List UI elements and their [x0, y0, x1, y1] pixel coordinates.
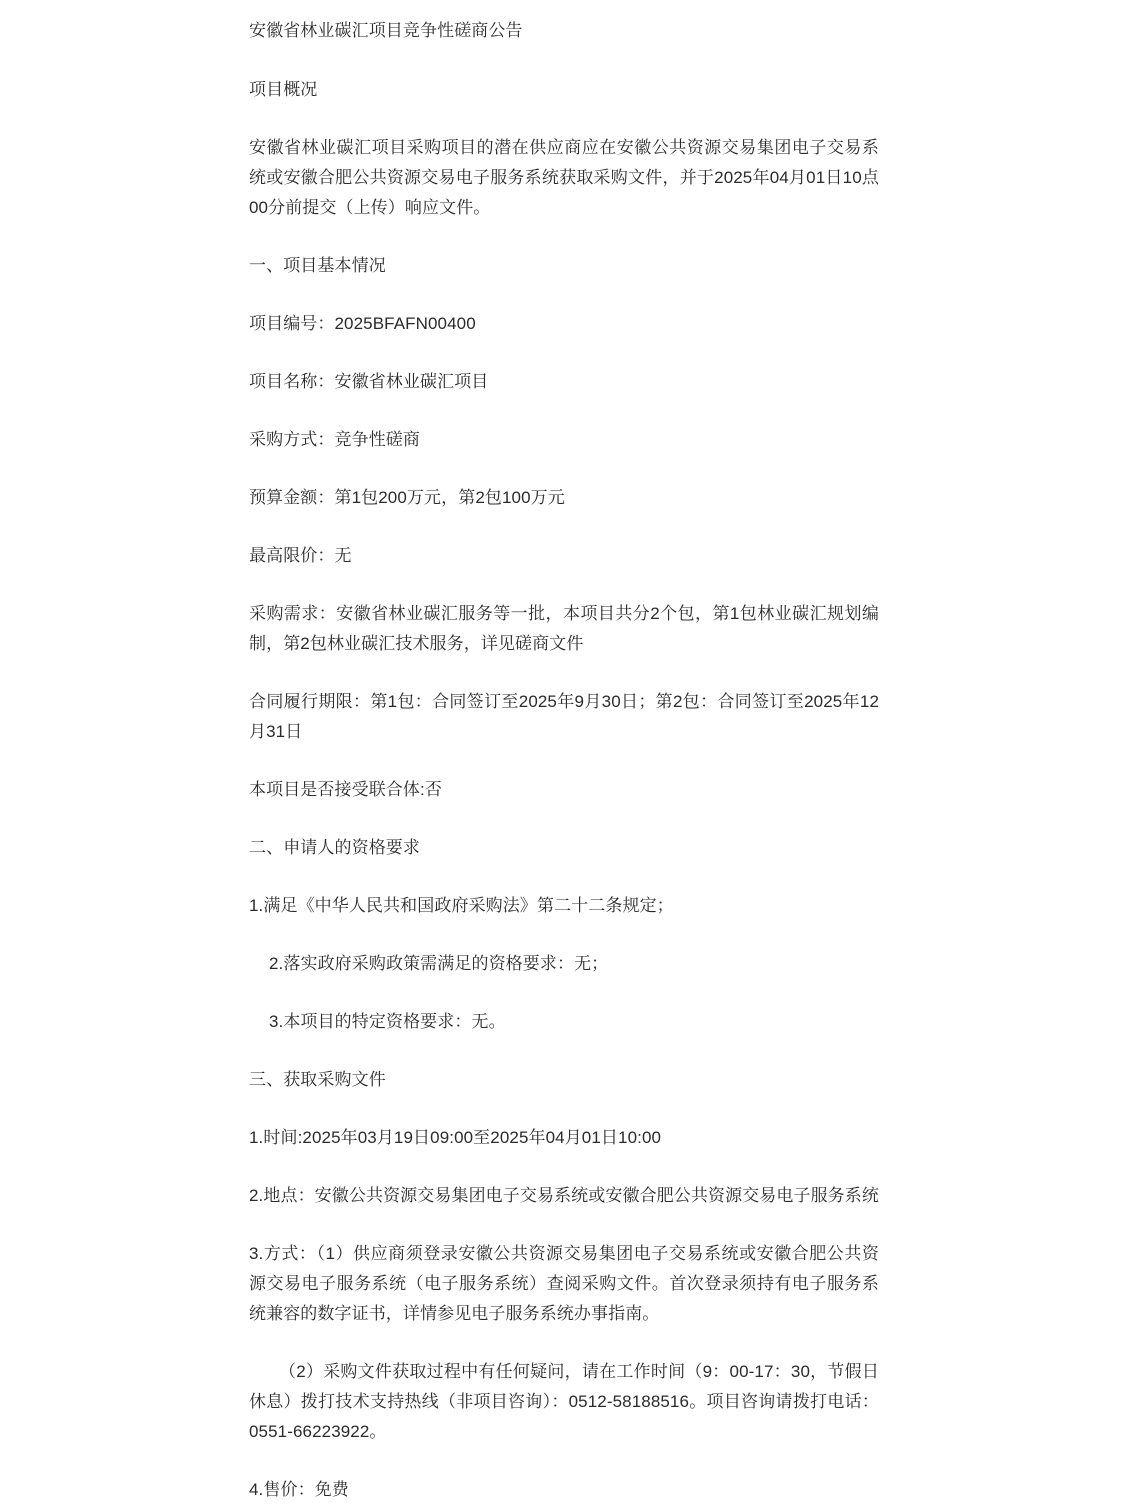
overview-heading: 项目概况	[249, 80, 318, 99]
acquisition-price: 4.售价：免费	[249, 1480, 349, 1499]
overview-text: 安徽省林业碳汇项目采购项目的潜在供应商应在安徽公共资源交易集团电子交易系统或安徽合肥公共资源交易电子服务系统获取采购文件，并于2025年04月01日10点00分前提交（上传）响应文件。	[249, 138, 879, 217]
procurement-demand: 采购需求：安徽省林业碳汇服务等一批，本项目共分2个包，第1包林业碳汇规划编制，第2包林业碳汇技术服务，详见磋商文件	[249, 604, 879, 653]
consortium-accepted: 本项目是否接受联合体:否	[249, 780, 442, 799]
contract-period: 合同履行期限：第1包：合同签订至2025年9月30日；第2包：合同签订至2025年12月31日	[249, 692, 879, 741]
acquisition-method-1: 3.方式：（1）供应商须登录安徽公共资源交易集团电子交易系统或安徽合肥公共资源交易电子服务系统（电子服务系统）查阅采购文件。首次登录须持有电子服务系统兼容的数字证书，详情参见电子服务系统办事指南。	[249, 1244, 879, 1323]
procurement-method: 采购方式：竞争性磋商	[249, 430, 420, 449]
document-title: 安徽省林业碳汇项目竞争性磋商公告	[249, 21, 523, 40]
qualification-item-3: 3.本项目的特定资格要求：无。	[269, 1012, 506, 1031]
qualification-item-2: 2.落实政府采购政策需满足的资格要求：无；	[269, 954, 609, 973]
project-number: 项目编号：2025BFAFN00400	[249, 314, 476, 333]
budget-amount: 预算金额：第1包200万元，第2包100万元	[249, 488, 565, 507]
section-3-heading: 三、获取采购文件	[249, 1070, 386, 1089]
qualification-item-1: 1.满足《中华人民共和国政府采购法》第二十二条规定；	[249, 896, 674, 915]
acquisition-place: 2.地点：安徽公共资源交易集团电子交易系统或安徽合肥公共资源交易电子服务系统	[249, 1186, 879, 1205]
project-name: 项目名称：安徽省林业碳汇项目	[249, 372, 489, 391]
document-body	[249, 16, 879, 1505]
acquisition-method-2: （2）采购文件获取过程中有任何疑问，请在工作时间（9：00-17：30，节假日休息）拨打技术支持热线（非项目咨询）：0512-58188516。项目咨询请拨打电话：0551-66223922。	[249, 1362, 879, 1441]
max-price: 最高限价：无	[249, 546, 352, 565]
section-2-heading: 二、申请人的资格要求	[249, 838, 420, 857]
acquisition-time: 1.时间:2025年03月19日09:00至2025年04月01日10:00	[249, 1128, 662, 1147]
section-1-heading: 一、项目基本情况	[249, 256, 386, 275]
